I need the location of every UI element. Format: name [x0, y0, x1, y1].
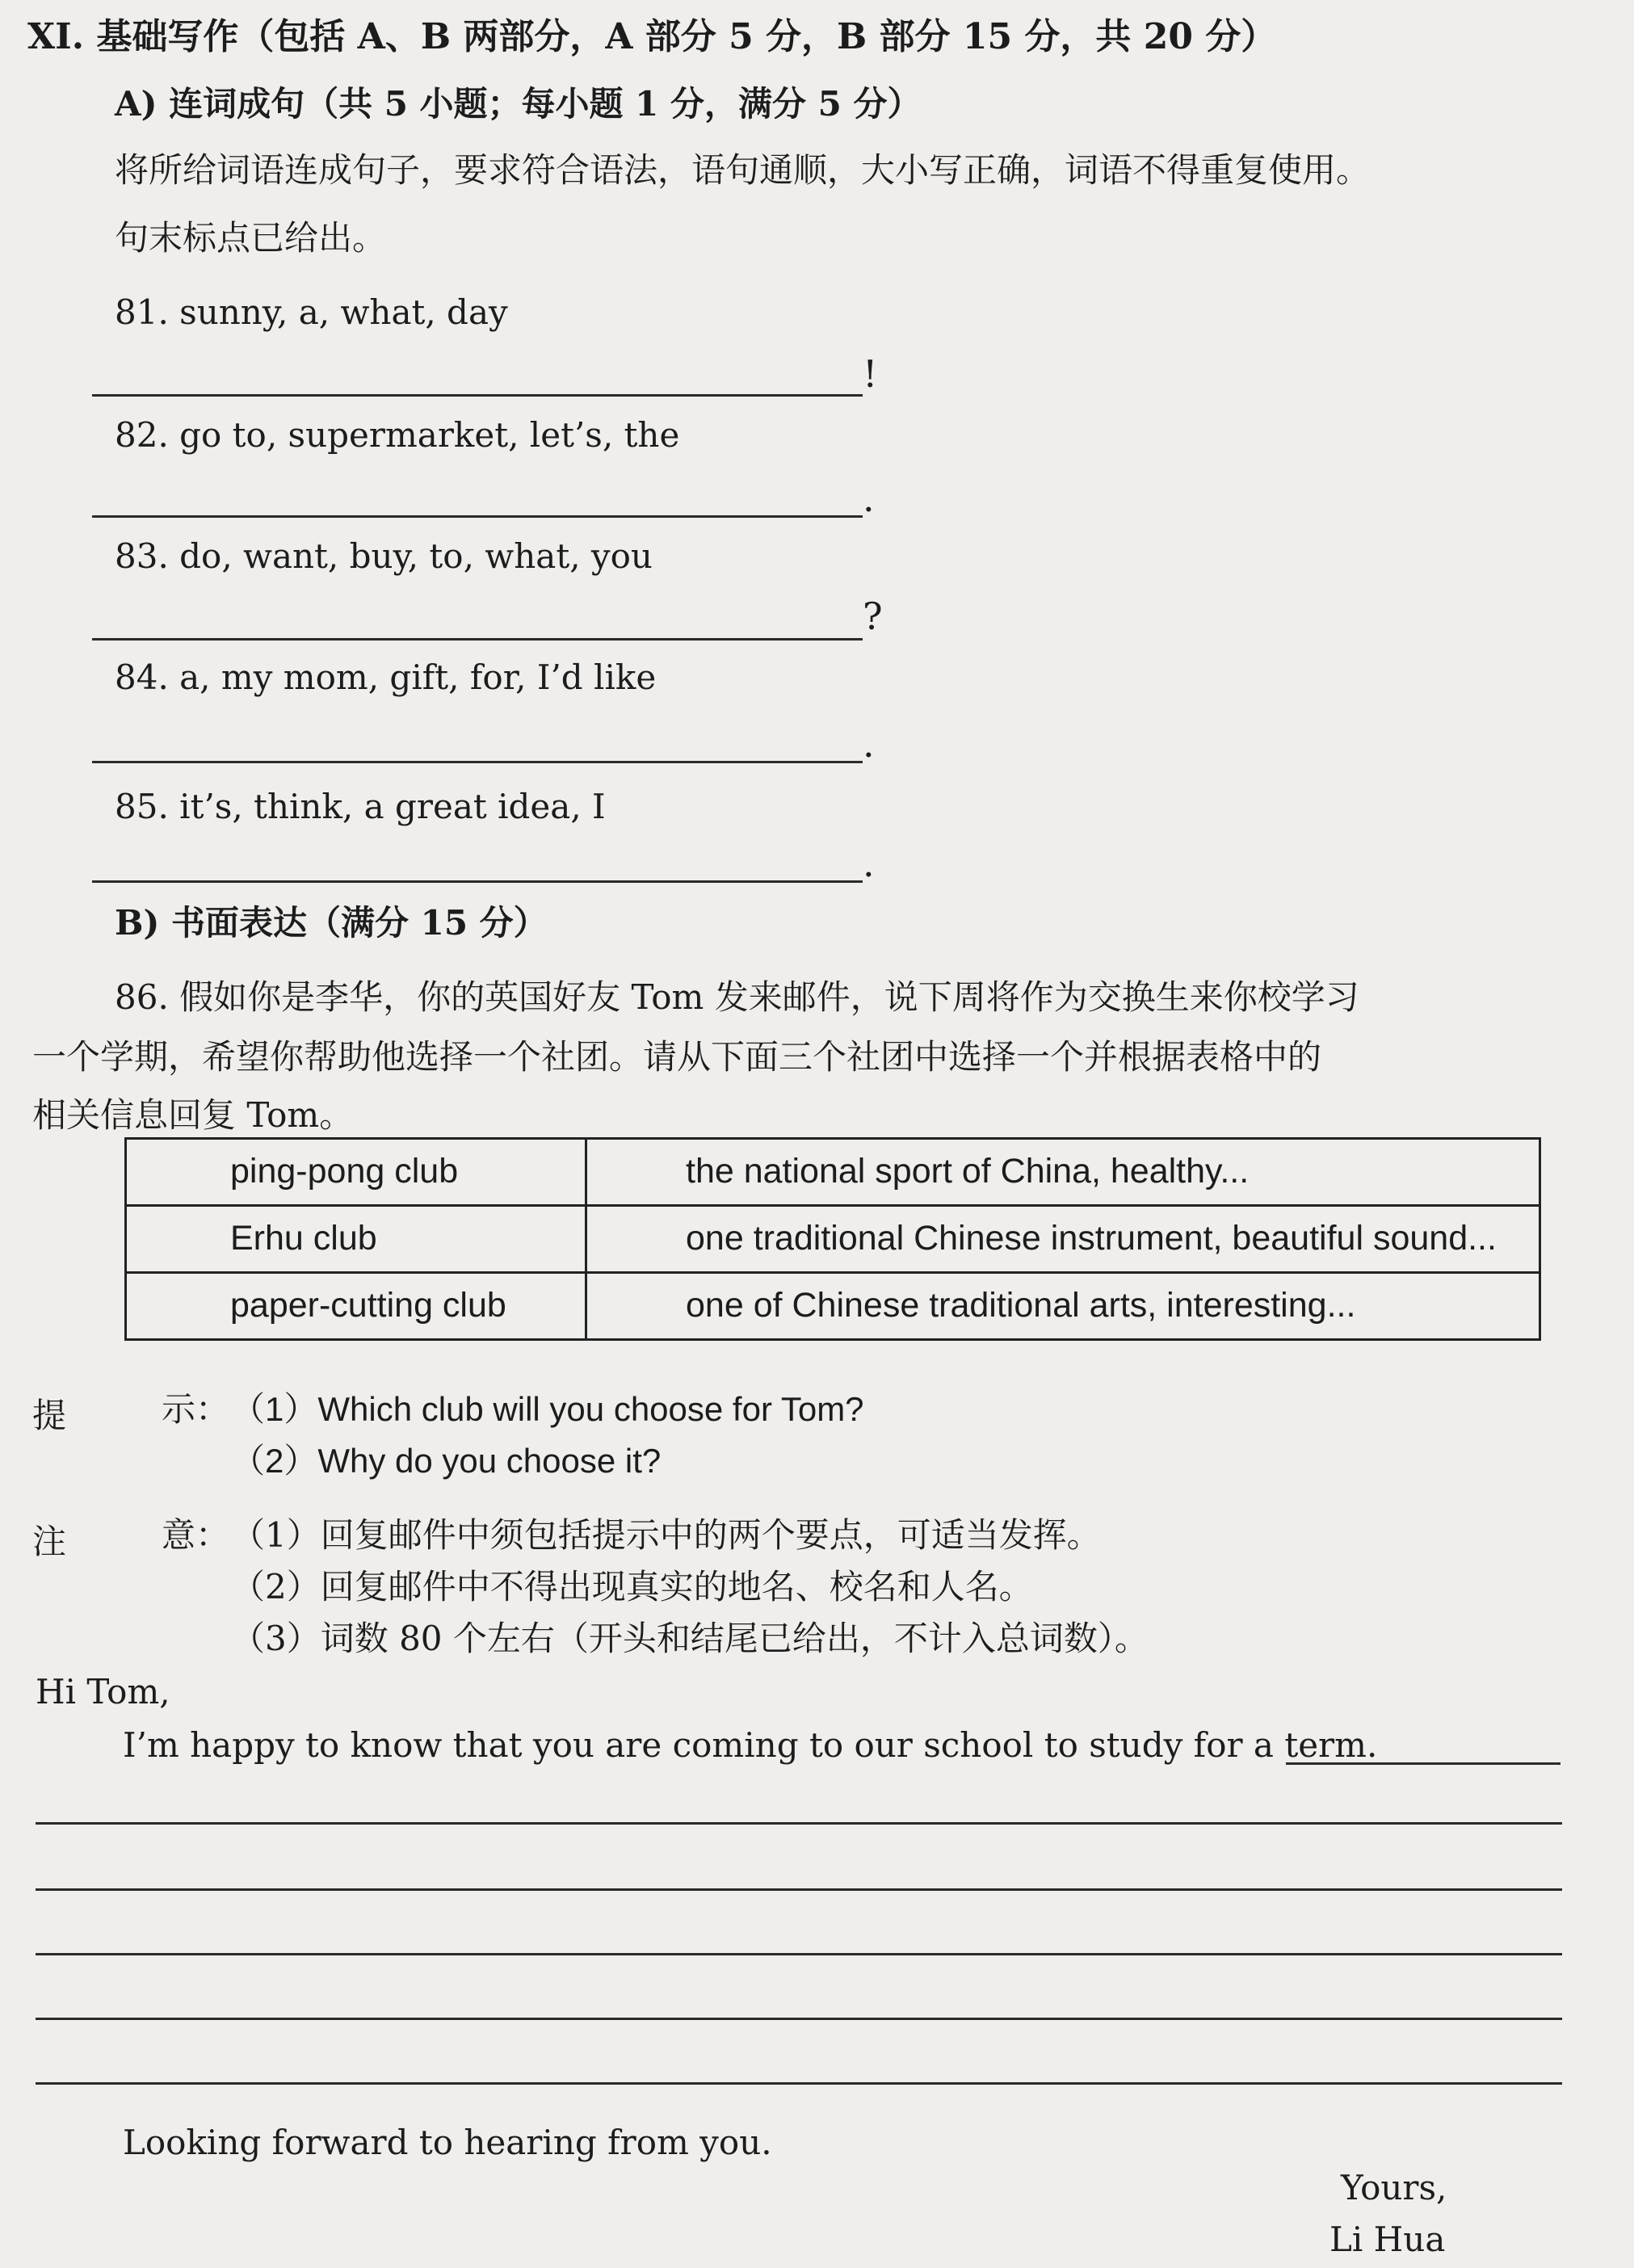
table-row [126, 1139, 1540, 1206]
letter-closing: Looking forward to hearing from you. [123, 2123, 772, 2162]
question-82-answer-line[interactable] [92, 515, 863, 518]
question-85-end-punct: . [863, 842, 875, 885]
question-83-answer-line[interactable] [92, 638, 863, 640]
table-row [126, 1206, 1540, 1273]
club-description: one traditional Chinese instrument, beautiful sound... [586, 1206, 1540, 1273]
part-a-title: A) 连词成句（共 5 小题；每小题 1 分，满分 5 分） [115, 84, 922, 124]
club-name: Erhu club [126, 1206, 586, 1273]
part-b-task-line-1: 86. 假如你是李华，你的英国好友 Tom 发来邮件，说下周将作为交换生来你校学习 [115, 977, 1359, 1017]
letter-writing-line[interactable] [36, 1888, 1562, 1891]
question-84-prompt: 84. a, my mom, gift, for, I’d like [115, 657, 657, 697]
letter-opening: I’m happy to know that you are coming to our school to study for a term. [123, 1725, 1378, 1765]
letter-greeting: Hi Tom, [36, 1672, 170, 1712]
part-a-instructions-2: 句末标点已给出。 [115, 218, 387, 258]
note-item-1: （1）回复邮件中须包括提示中的两个要点，可适当发挥。 [231, 1515, 1101, 1555]
letter-writing-line-first[interactable] [1286, 1762, 1560, 1765]
letter-writing-line[interactable] [36, 1953, 1562, 1955]
club-description: one of Chinese traditional arts, interesting... [586, 1273, 1540, 1340]
part-b-task-line-3: 相关信息回复 Tom。 [32, 1095, 354, 1135]
notes-label-char-2: 意： [162, 1515, 230, 1555]
hints-label-char-1: 提 [32, 1396, 67, 1435]
letter-writing-line[interactable] [36, 1822, 1562, 1825]
letter-signoff: Yours, [1341, 2168, 1447, 2207]
letter-writing-line[interactable] [36, 2082, 1562, 2085]
hint-item-1: （1）Which club will you choose for Tom? [231, 1390, 864, 1428]
notes-label-char-1: 注 [32, 1522, 67, 1561]
question-81-prompt: 81. sunny, a, what, day [115, 292, 508, 332]
hint-item-2: （2）Why do you choose it? [231, 1442, 662, 1480]
section-title: XI. 基础写作（包括 A、B 两部分，A 部分 5 分，B 部分 15 分，共 20 分） [27, 16, 1277, 57]
hints-label-char-2: 示： [162, 1389, 230, 1429]
part-b-task-line-2: 一个学期，希望你帮助他选择一个社团。请从下面三个社团中选择一个并根据表格中的 [32, 1037, 1322, 1077]
note-item-3: （3）词数 80 个左右（开头和结尾已给出，不计入总词数）。 [231, 1619, 1149, 1658]
question-85-prompt: 85. it’s, think, a great idea, I [115, 787, 606, 826]
table-row [126, 1273, 1540, 1340]
question-83-end-punct: ? [863, 594, 883, 638]
question-83-prompt: 83. do, want, buy, to, what, you [115, 536, 653, 576]
question-85-answer-line[interactable] [92, 880, 863, 883]
question-84-end-punct: . [863, 722, 875, 766]
club-name: paper-cutting club [126, 1273, 586, 1340]
part-b-title: B) 书面表达（满分 15 分） [115, 903, 548, 943]
club-table [124, 1137, 1541, 1341]
part-a-instructions-1: 将所给词语连成句子，要求符合语法，语句通顺，大小写正确，词语不得重复使用。 [115, 150, 1371, 190]
club-description: the national sport of China, healthy... [586, 1139, 1540, 1206]
note-item-2: （2）回复邮件中不得出现真实的地名、校名和人名。 [231, 1567, 1033, 1606]
club-name: ping-pong club [126, 1139, 586, 1206]
letter-writing-line[interactable] [36, 2018, 1562, 2020]
question-81-end-punct: ! [863, 352, 878, 396]
question-82-end-punct: . [863, 477, 875, 520]
question-84-answer-line[interactable] [92, 761, 863, 763]
letter-signature: Li Hua [1329, 2220, 1446, 2259]
question-81-answer-line[interactable] [92, 394, 863, 397]
question-82-prompt: 82. go to, supermarket, let’s, the [115, 415, 680, 455]
